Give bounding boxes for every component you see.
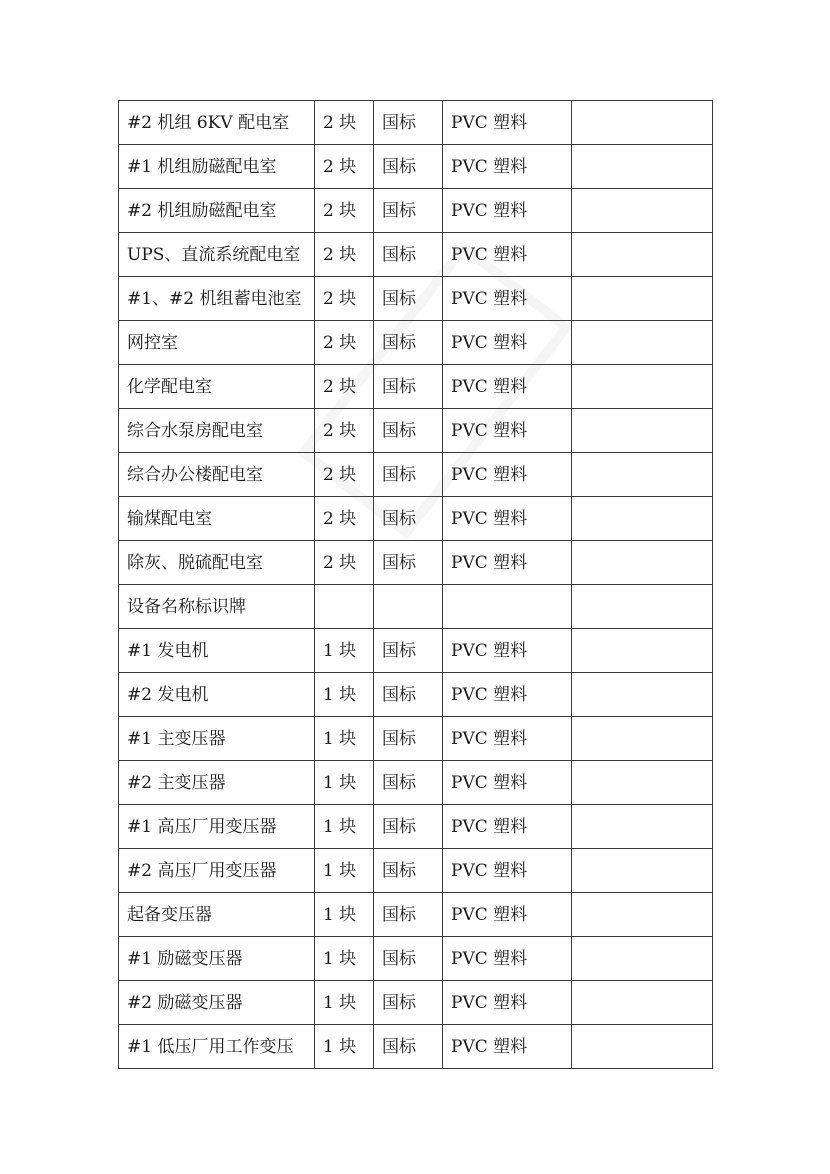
quantity-cell: 2 块 [315, 409, 374, 453]
item-name-cell: 化学配电室 [119, 365, 315, 409]
standard-cell: 国标 [374, 189, 443, 233]
remark-cell [572, 541, 713, 585]
table-row [119, 497, 713, 541]
remark-cell [572, 321, 713, 365]
remark-cell [572, 761, 713, 805]
standard-cell: 国标 [374, 101, 443, 145]
quantity-cell: 1 块 [315, 761, 374, 805]
quantity-cell: 2 块 [315, 233, 374, 277]
quantity-cell: 1 块 [315, 849, 374, 893]
material-cell: PVC 塑料 [443, 189, 572, 233]
signage-table-body [119, 101, 713, 1069]
material-cell: PVC 塑料 [443, 233, 572, 277]
remark-cell [572, 101, 713, 145]
remark-cell [572, 277, 713, 321]
item-name-cell: 网控室 [119, 321, 315, 365]
material-cell: PVC 塑料 [443, 101, 572, 145]
table-row [119, 101, 713, 145]
material-cell: PVC 塑料 [443, 1025, 572, 1069]
standard-cell: 国标 [374, 1025, 443, 1069]
standard-cell: 国标 [374, 805, 443, 849]
quantity-cell: 2 块 [315, 541, 374, 585]
quantity-cell: 1 块 [315, 893, 374, 937]
item-name-cell: #1 低压厂用工作变压 [119, 1025, 315, 1069]
table-row [119, 981, 713, 1025]
item-name-cell: #1 发电机 [119, 629, 315, 673]
item-name-cell: #1、#2 机组蓄电池室 [119, 277, 315, 321]
quantity-cell: 1 块 [315, 937, 374, 981]
material-cell: PVC 塑料 [443, 717, 572, 761]
remark-cell [572, 981, 713, 1025]
table-row [119, 585, 713, 629]
remark-cell [572, 233, 713, 277]
standard-cell: 国标 [374, 233, 443, 277]
standard-cell: 国标 [374, 937, 443, 981]
quantity-cell: 2 块 [315, 145, 374, 189]
item-name-cell: #1 励磁变压器 [119, 937, 315, 981]
remark-cell [572, 717, 713, 761]
remark-cell [572, 453, 713, 497]
table-row [119, 761, 713, 805]
quantity-cell: 2 块 [315, 101, 374, 145]
standard-cell: 国标 [374, 145, 443, 189]
standard-cell: 国标 [374, 629, 443, 673]
remark-cell [572, 937, 713, 981]
table-row [119, 805, 713, 849]
standard-cell: 国标 [374, 277, 443, 321]
remark-cell [572, 1025, 713, 1069]
table-row [119, 541, 713, 585]
standard-cell: 国标 [374, 365, 443, 409]
quantity-cell: 1 块 [315, 629, 374, 673]
item-name-cell: #2 主变压器 [119, 761, 315, 805]
item-name-cell: #2 机组励磁配电室 [119, 189, 315, 233]
material-cell: PVC 塑料 [443, 937, 572, 981]
remark-cell [572, 365, 713, 409]
quantity-cell: 2 块 [315, 453, 374, 497]
remark-cell [572, 189, 713, 233]
table-row [119, 673, 713, 717]
remark-cell [572, 893, 713, 937]
standard-cell: 国标 [374, 409, 443, 453]
quantity-cell: 2 块 [315, 277, 374, 321]
quantity-cell: 2 块 [315, 365, 374, 409]
table-row [119, 893, 713, 937]
standard-cell: 国标 [374, 453, 443, 497]
table-row [119, 365, 713, 409]
item-name-cell: #1 机组励磁配电室 [119, 145, 315, 189]
quantity-cell: 2 块 [315, 321, 374, 365]
item-name-cell: 起备变压器 [119, 893, 315, 937]
material-cell: PVC 塑料 [443, 321, 572, 365]
remark-cell [572, 409, 713, 453]
table-row [119, 233, 713, 277]
table-row [119, 321, 713, 365]
material-cell: PVC 塑料 [443, 365, 572, 409]
table-row [119, 717, 713, 761]
material-cell: PVC 塑料 [443, 805, 572, 849]
material-cell [443, 585, 572, 629]
material-cell: PVC 塑料 [443, 497, 572, 541]
item-name-cell: 除灰、脱硫配电室 [119, 541, 315, 585]
item-name-cell: 输煤配电室 [119, 497, 315, 541]
standard-cell: 国标 [374, 717, 443, 761]
remark-cell [572, 805, 713, 849]
quantity-cell: 1 块 [315, 717, 374, 761]
table-row [119, 1025, 713, 1069]
table-row [119, 629, 713, 673]
table-row [119, 145, 713, 189]
quantity-cell: 1 块 [315, 805, 374, 849]
quantity-cell: 2 块 [315, 189, 374, 233]
quantity-cell [315, 585, 374, 629]
material-cell: PVC 塑料 [443, 145, 572, 189]
material-cell: PVC 塑料 [443, 453, 572, 497]
quantity-cell: 2 块 [315, 497, 374, 541]
quantity-cell: 1 块 [315, 981, 374, 1025]
standard-cell: 国标 [374, 321, 443, 365]
item-name-cell: UPS、直流系统配电室 [119, 233, 315, 277]
remark-cell [572, 849, 713, 893]
table-row [119, 277, 713, 321]
item-name-cell: #1 主变压器 [119, 717, 315, 761]
signage-table [118, 100, 713, 1069]
quantity-cell: 1 块 [315, 673, 374, 717]
standard-cell: 国标 [374, 761, 443, 805]
standard-cell [374, 585, 443, 629]
table-row [119, 453, 713, 497]
table-row [119, 409, 713, 453]
material-cell: PVC 塑料 [443, 849, 572, 893]
material-cell: PVC 塑料 [443, 673, 572, 717]
table-row [119, 189, 713, 233]
item-name-cell: #2 机组 6KV 配电室 [119, 101, 315, 145]
table-row [119, 849, 713, 893]
item-name-cell: #2 高压厂用变压器 [119, 849, 315, 893]
remark-cell [572, 497, 713, 541]
item-name-cell: 综合办公楼配电室 [119, 453, 315, 497]
material-cell: PVC 塑料 [443, 981, 572, 1025]
material-cell: PVC 塑料 [443, 629, 572, 673]
material-cell: PVC 塑料 [443, 409, 572, 453]
material-cell: PVC 塑料 [443, 761, 572, 805]
remark-cell [572, 673, 713, 717]
item-name-cell: #2 励磁变压器 [119, 981, 315, 1025]
item-name-cell: #2 发电机 [119, 673, 315, 717]
quantity-cell: 1 块 [315, 1025, 374, 1069]
standard-cell: 国标 [374, 673, 443, 717]
standard-cell: 国标 [374, 541, 443, 585]
material-cell: PVC 塑料 [443, 893, 572, 937]
standard-cell: 国标 [374, 893, 443, 937]
remark-cell [572, 585, 713, 629]
item-name-cell: 设备名称标识牌 [119, 585, 315, 629]
item-name-cell: #1 高压厂用变压器 [119, 805, 315, 849]
material-cell: PVC 塑料 [443, 277, 572, 321]
table-row [119, 937, 713, 981]
standard-cell: 国标 [374, 849, 443, 893]
standard-cell: 国标 [374, 981, 443, 1025]
item-name-cell: 综合水泵房配电室 [119, 409, 315, 453]
remark-cell [572, 145, 713, 189]
standard-cell: 国标 [374, 497, 443, 541]
material-cell: PVC 塑料 [443, 541, 572, 585]
remark-cell [572, 629, 713, 673]
